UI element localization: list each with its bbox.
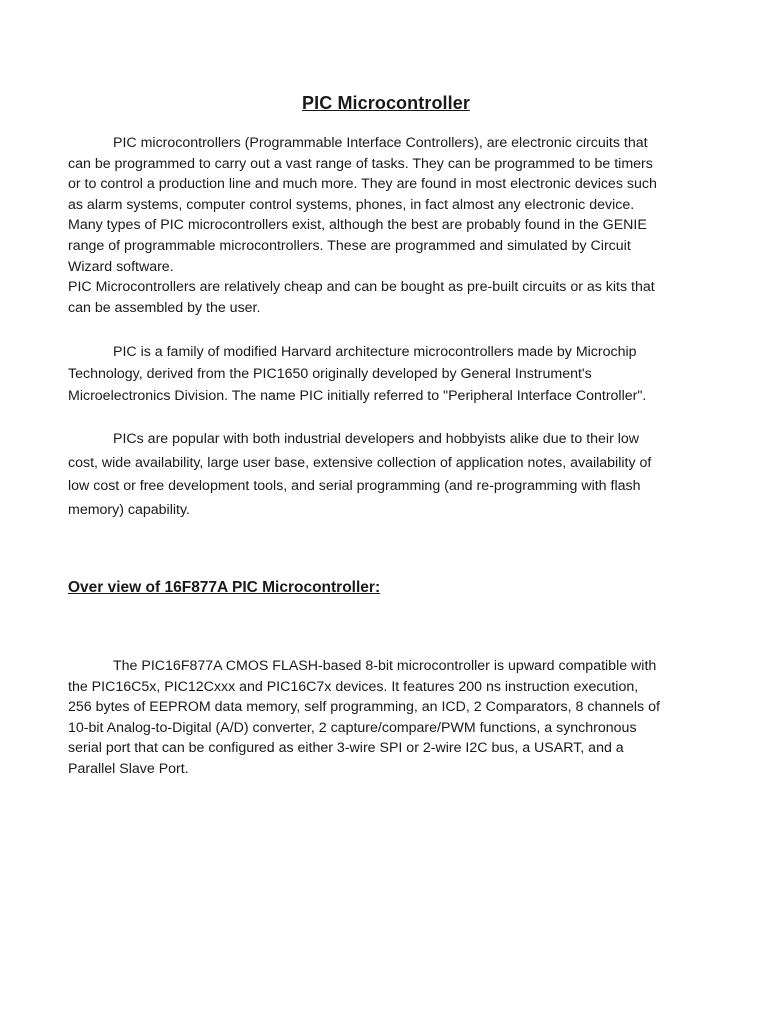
text-line: Parallel Slave Port. <box>68 760 189 777</box>
intro-paragraph <box>68 133 708 318</box>
overview-heading: Over view of 16F877A PIC Microcontroller: <box>68 579 381 596</box>
text-line: PIC Microcontrollers are relatively cheap and can be bought as pre-built circuits or as kits that <box>68 279 655 296</box>
text-line: range of programmable microcontrollers. These are programmed and simulated by Circuit <box>68 237 631 254</box>
text-line: Microelectronics Division. The name PIC initially referred to "Peripheral Interface Controller". <box>68 388 647 404</box>
harvard-paragraph <box>68 341 708 407</box>
text-line: as alarm systems, computer control systems, phones, in fact almost any electronic device. <box>68 196 635 213</box>
text-line: or to control a production line and much more. They are found in most electronic devices such <box>68 176 657 193</box>
text-line: Wizard software. <box>68 258 174 275</box>
text-line: cost, wide availability, large user base, extensive collection of application notes, availability of <box>68 454 652 471</box>
text-line: memory) capability. <box>68 501 190 518</box>
text-line: The PIC16F877A CMOS FLASH-based 8-bit microcontroller is upward compatible with <box>113 658 657 674</box>
text-line: low cost or free development tools, and serial programming (and re-programming with flash <box>68 478 641 494</box>
text-line: 10-bit Analog-to-Digital (A/D) converter, 2 capture/compare/PWM functions, a synchronous <box>68 719 637 736</box>
text-line: can be programmed to carry out a vast range of tasks. They can be programmed to be timers <box>68 155 653 172</box>
page-title: PIC Microcontroller <box>302 93 470 113</box>
text-line: PIC is a family of modified Harvard architecture microcontrollers made by Microchip <box>113 344 637 360</box>
text-line: the PIC16C5x, PIC12Cxxx and PIC16C7x devices. It features 200 ns instruction execution, <box>68 678 639 695</box>
text-line: PICs are popular with both industrial developers and hobbyists alike due to their low <box>113 431 640 447</box>
popular-paragraph <box>68 428 708 522</box>
text-line: can be assembled by the user. <box>68 299 261 316</box>
text-line: Many types of PIC microcontrollers exist, although the best are probably found in the GENIE <box>68 217 647 234</box>
text-line: Technology, derived from the PIC1650 originally developed by General Instrument's <box>68 366 592 382</box>
text-line: PIC microcontrollers (Programmable Interface Controllers), are electronic circuits that <box>113 135 648 151</box>
text-line: 256 bytes of EEPROM data memory, self programming, an ICD, 2 Comparators, 8 channels of <box>68 699 660 716</box>
overview-paragraph <box>68 656 708 780</box>
text-line: serial port that can be configured as either 3-wire SPI or 2-wire I2C bus, a USART, and a <box>68 740 624 757</box>
